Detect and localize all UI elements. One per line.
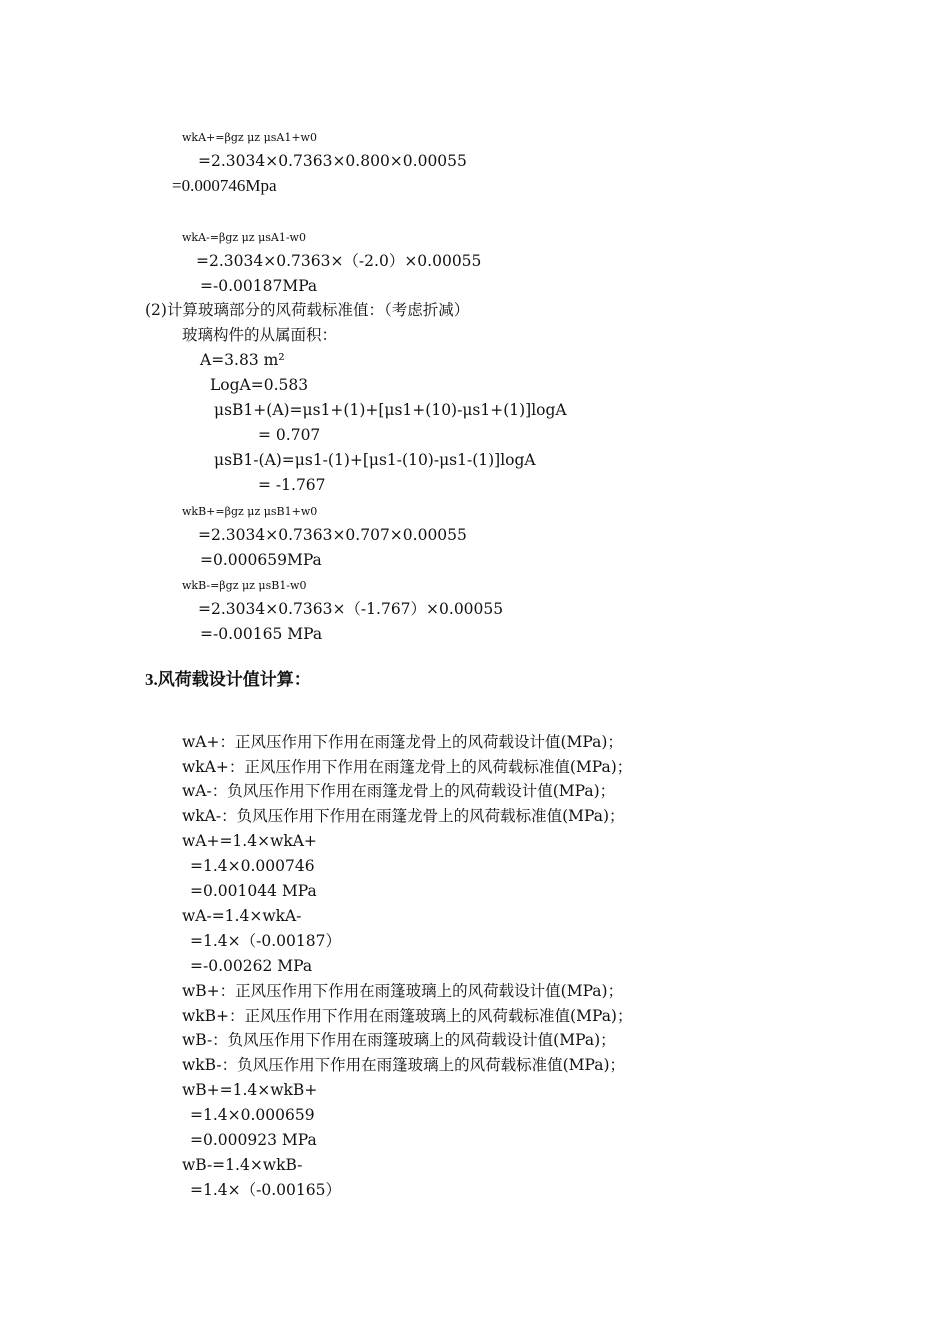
glass-area-label: 玻璃构件的从属面积： (182, 326, 338, 344)
mu-sb1-minus-result: = -1.767 (258, 476, 326, 494)
design-section-heading: 3.风荷载设计值计算： (145, 670, 311, 689)
def-wkb-minus: wkB-：负风压作用下作用在雨篷玻璃上的风荷载标准值(MPa)； (182, 1056, 626, 1074)
glass-log-value: LogA=0.583 (210, 376, 309, 394)
wkb-minus-formula: wkB-=βgz μz μsB1-w0 (182, 579, 307, 592)
def-wb-minus: wB-：负风压作用下作用在雨篷玻璃上的风荷载设计值(MPa)； (182, 1031, 616, 1049)
wkb-minus-result: =-0.00165 MPa (200, 625, 323, 643)
wa-plus-result: =0.001044 MPa (190, 882, 317, 900)
wkb-plus-result: =0.000659MPa (200, 551, 322, 569)
wa-minus-result: =-0.00262 MPa (190, 957, 313, 975)
mu-sb1-minus-formula: μsB1-(A)=μs1-(1)+[μs1-(10)-μs1-(1)]logA (214, 451, 536, 469)
wka-minus-formula: wkA-=βgz μz μsA1-w0 (182, 231, 306, 244)
glass-section-heading: (2)计算玻璃部分的风荷载标准值：（考虑折减） (145, 301, 470, 319)
wa-plus-formula: wA+=1.4×wkA+ (182, 832, 317, 850)
wb-minus-calc: =1.4×（-0.00165） (190, 1181, 341, 1199)
wb-plus-formula: wB+=1.4×wkB+ (182, 1081, 318, 1099)
def-wa-minus: wA-：负风压作用下作用在雨篷龙骨上的风荷载设计值(MPa)； (182, 782, 616, 800)
glass-area-value: A=3.83 m² (200, 351, 285, 369)
wkb-minus-calc: =2.3034×0.7363×（-1.767）×0.00055 (198, 600, 504, 618)
wa-minus-formula: wA-=1.4×wkA- (182, 907, 302, 925)
wka-plus-calc: =2.3034×0.7363×0.800×0.00055 (198, 152, 467, 170)
wa-minus-calc: =1.4×（-0.00187） (190, 932, 341, 950)
def-wka-minus: wkA-：负风压作用下作用在雨篷龙骨上的风荷载标准值(MPa)； (182, 807, 625, 825)
mu-sb1-plus-result: = 0.707 (258, 426, 321, 444)
wka-minus-result: =-0.00187MPa (200, 277, 318, 295)
wka-plus-formula: wkA+=βgz μz μsA1+w0 (182, 131, 317, 144)
wb-plus-calc: =1.4×0.000659 (190, 1106, 315, 1124)
def-wb-plus: wB+：正风压作用下作用在雨篷玻璃上的风荷载设计值(MPa)； (182, 982, 624, 1000)
wka-plus-result: =0.000746Mpa (172, 176, 277, 195)
wb-plus-result: =0.000923 MPa (190, 1131, 317, 1149)
mu-sb1-plus-formula: μsB1+(A)=μs1+(1)+[μs1+(10)-μs1+(1)]logA (214, 401, 567, 419)
def-wkb-plus: wkB+：正风压作用下作用在雨篷玻璃上的风荷载标准值(MPa)； (182, 1007, 633, 1025)
wkb-plus-calc: =2.3034×0.7363×0.707×0.00055 (198, 526, 467, 544)
wka-minus-calc: =2.3034×0.7363×（-2.0）×0.00055 (196, 252, 482, 270)
wb-minus-formula: wB-=1.4×wkB- (182, 1156, 303, 1174)
wkb-plus-formula: wkB+=βgz μz μsB1+w0 (182, 505, 318, 518)
wa-plus-calc: =1.4×0.000746 (190, 857, 315, 875)
def-wa-plus: wA+：正风压作用下作用在雨篷龙骨上的风荷载设计值(MPa)； (182, 733, 623, 751)
def-wka-plus: wkA+：正风压作用下作用在雨篷龙骨上的风荷载标准值(MPa)； (182, 758, 633, 776)
